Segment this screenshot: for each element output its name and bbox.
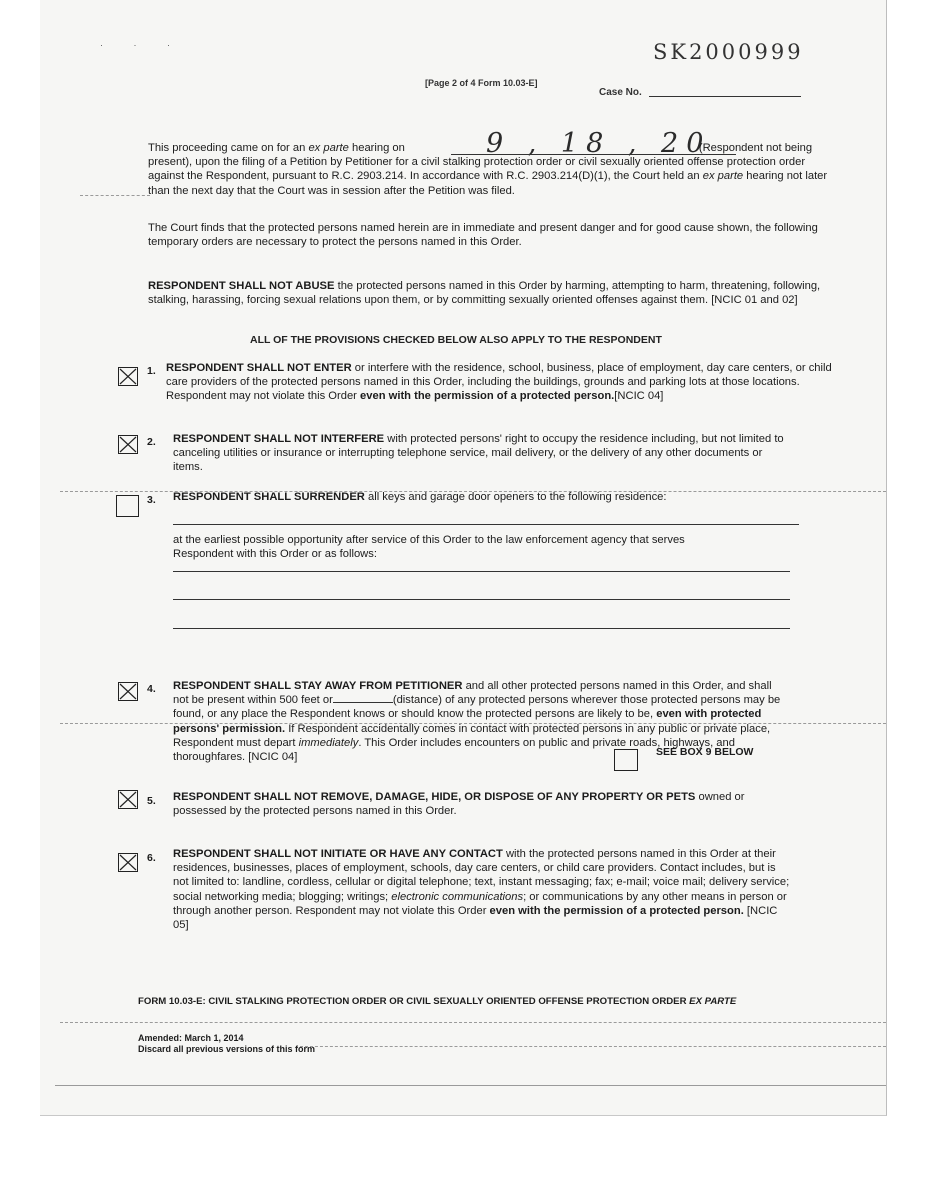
provision-6-checkbox[interactable] — [118, 853, 138, 872]
see-box-9-checkbox[interactable] — [614, 749, 638, 771]
x-checkbox-icon — [119, 368, 137, 385]
x-checkbox-icon — [119, 791, 137, 808]
provision-4-text: RESPONDENT SHALL STAY AWAY FROM PETITIONER and all other protected persons named in this Order, and shall not be present within 500 feet or (distance) of any protected persons wherever those protected persons may be found, or any place the Respondent knows or should know the protected persons are likely to be, even with protected persons' permission. If Respondent accidentally comes in contact with protected persons in any public or private place, Respondent must depart immediately. This Order includes encounters on public and private roads, highways, and thoroughfares. [NCIC 04] — [173, 680, 781, 764]
surrender-instructions-line-1[interactable] — [173, 571, 790, 572]
provision-4-number: 4. — [147, 683, 156, 695]
provision-5-number: 5. — [147, 795, 156, 807]
case-number-stamp: SK2000999 — [653, 40, 804, 64]
provision-1-checkbox[interactable] — [118, 367, 138, 386]
scan-artifact-line — [60, 723, 886, 724]
scan-specks: · · · — [100, 40, 184, 50]
x-checkbox-icon — [119, 436, 137, 453]
x-checkbox-icon — [119, 854, 137, 871]
amended-note: Amended: March 1, 2014 Discard all previous versions of this form — [138, 1033, 316, 1054]
surrender-instructions-line-2[interactable] — [173, 599, 790, 600]
provision-3-number: 3. — [147, 494, 156, 506]
provision-3-continuation: at the earliest possible opportunity after service of this Order to the law enforcement agency that serves Respondent with this Order or as follows: — [173, 534, 685, 561]
case-no-field[interactable] — [649, 96, 801, 97]
provision-6-text: RESPONDENT SHALL NOT INITIATE OR HAVE ANY CONTACT with the protected persons named in this Order at their residences, businesses, places of employment, schools, day care centers, or child care providers. Contact includes, but is not limited to: landline, cordless, cellular or digital telephone; text, instant messaging; fax; e-mail; voice mail; delivery service; social networking media; blogging; writings; electronic communications; or communications by any other means in person or through another person. Respondent may not violate this Order even with the permission of a protected person. [NCIC 05] — [173, 848, 790, 932]
provision-2-checkbox[interactable] — [118, 435, 138, 454]
scan-artifact-line — [80, 195, 150, 196]
abuse-paragraph: RESPONDENT SHALL NOT ABUSE the protected persons named in this Order by harming, attempting to harm, threatening, following, stalking, harassing, forcing sexual relations upon them, or by committing sexually oriented offenses against them. [NCIC 01 and 02] — [148, 280, 821, 307]
surrender-instructions-line-3[interactable] — [173, 628, 790, 629]
page-reference: [Page 2 of 4 Form 10.03-E] — [425, 78, 538, 88]
scan-artifact-line — [60, 1022, 886, 1023]
provisions-heading: ALL OF THE PROVISIONS CHECKED BELOW ALSO APPLY TO THE RESPONDENT — [250, 334, 662, 346]
provision-1-number: 1. — [147, 365, 156, 377]
provision-4-checkbox[interactable] — [118, 682, 138, 701]
provision-6-number: 6. — [147, 852, 156, 864]
provision-2-number: 2. — [147, 436, 156, 448]
scanned-page — [40, 0, 887, 1116]
provision-3-text: RESPONDENT SHALL SURRENDER all keys and garage door openers to the following residence: — [173, 491, 667, 503]
page-bottom-rule — [55, 1085, 886, 1086]
x-checkbox-icon — [119, 683, 137, 700]
provision-5-text: RESPONDENT SHALL NOT REMOVE, DAMAGE, HIDE, OR DISPOSE OF ANY PROPERTY OR PETS owned or possessed by the protected persons named in this Order. — [173, 791, 745, 818]
hearing-paragraph: This proceeding came on for an ex parte hearing on (Respondent not being present), upon the filing of a Petition by Petitioner for a civil stalking protection order or civil sexually oriented offense protection order against the Respondent, pursuant to R.C. 2903.214. In accordance with R.C. 2903.214(D)(1), the Court held an ex parte hearing not later than the next day that the Court was in session after the Petition was filed. — [148, 142, 828, 197]
provision-3-checkbox[interactable] — [116, 495, 139, 517]
case-no-label: Case No. — [599, 87, 642, 98]
provision-1-text: RESPONDENT SHALL NOT ENTER or interfere with the residence, school, business, place of employment, day care centers, or child care providers of the protected persons named in this Order, including the buildings, grounds and parking lots at those locations. Respondent may not violate this Order even with the permission of a protected person.[NCIC 04] — [166, 362, 832, 403]
handwritten-hearing-date: 9 , 18 , 20 — [486, 128, 712, 159]
residence-field[interactable] — [173, 524, 799, 525]
form-title-footer: FORM 10.03-E: CIVIL STALKING PROTECTION ORDER OR CIVIL SEXUALLY ORIENTED OFFENSE PROTECTION ORDER EX PARTE — [138, 996, 737, 1007]
finding-paragraph: The Court finds that the protected persons named herein are in immediate and present danger and for good cause shown, the following temporary orders are necessary to protect the persons named in this Order. — [148, 222, 818, 249]
scan-artifact-line — [300, 1046, 886, 1047]
provision-5-checkbox[interactable] — [118, 790, 138, 809]
provision-2-text: RESPONDENT SHALL NOT INTERFERE with protected persons' right to occupy the residence including, but not limited to canceling utilities or insurance or interrupting telephone service, mail delivery, or the delivery of any other documents or items. — [173, 433, 784, 474]
see-box-9-label: SEE BOX 9 BELOW — [656, 746, 754, 758]
